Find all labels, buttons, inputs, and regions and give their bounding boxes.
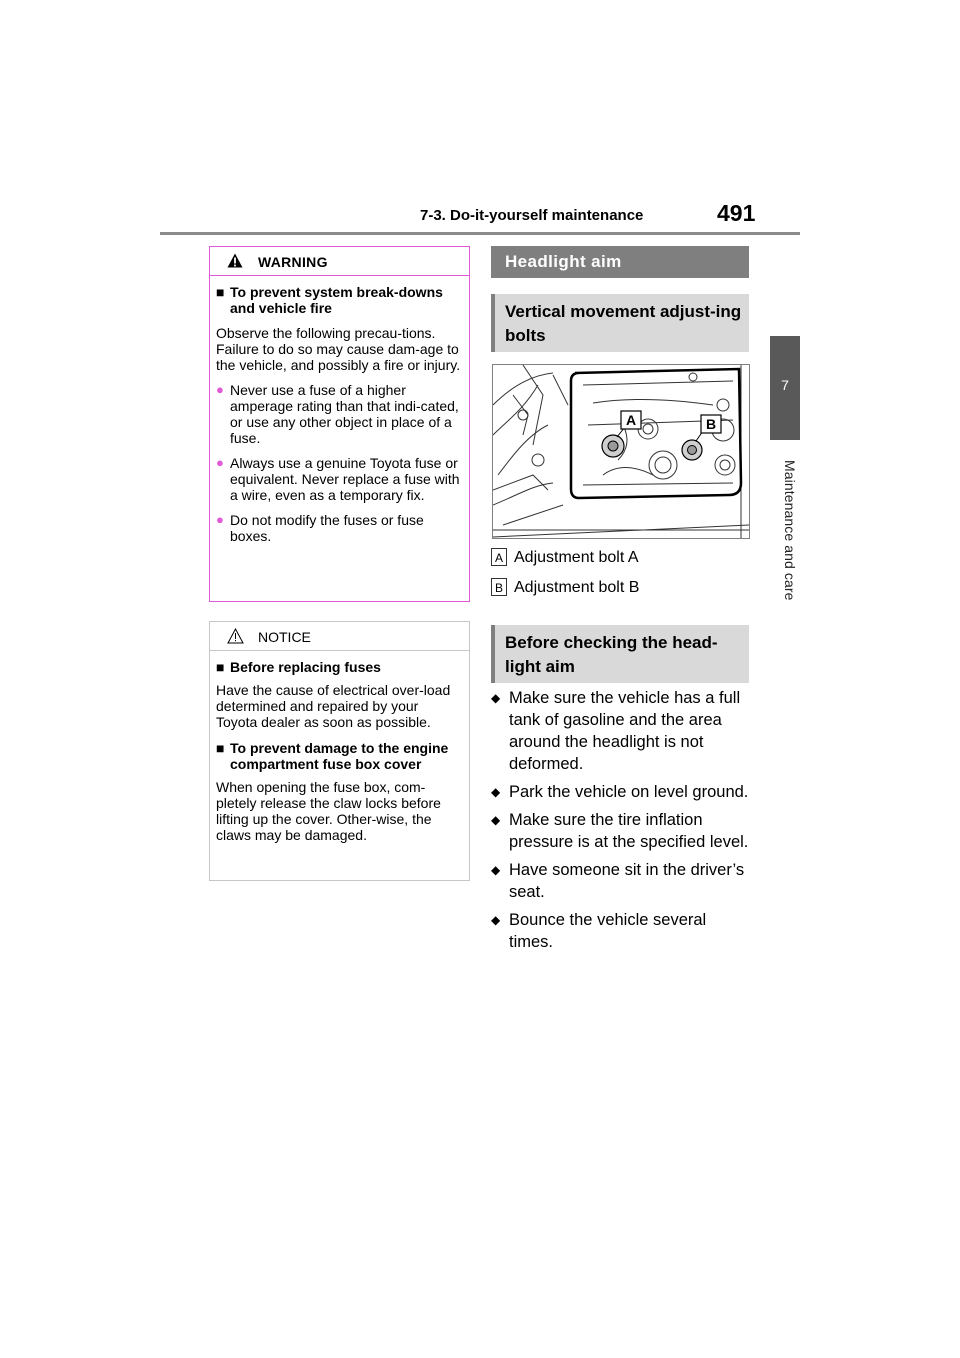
circle-bullet-icon: ●: [216, 382, 224, 397]
headlight-figure: [492, 364, 750, 539]
checklist: [491, 687, 749, 959]
diamond-bullet-icon: ◆: [491, 863, 501, 877]
notice-header: [210, 622, 469, 651]
square-bullet-icon: ■: [216, 284, 225, 300]
chapter-label: Maintenance and care: [782, 460, 798, 601]
headlight-illustration: [493, 365, 749, 538]
headlight-aim-heading: Headlight aim: [491, 246, 749, 278]
warning-subhead: ■ To prevent system break-downs and vehicle fire: [216, 284, 443, 316]
check-item: ◆ Make sure the vehicle has a full tank of gasoline and the area around the headlight is not deformed.: [491, 689, 741, 773]
circle-bullet-icon: ●: [216, 455, 224, 470]
legend-item-b: [491, 577, 749, 599]
warning-intro: Observe the following precau-tions. Failure to do so may cause dam-age to the vehicle, and possibly a fire or injury.: [216, 325, 461, 373]
check-item: ◆ Bounce the vehicle several times.: [491, 911, 707, 951]
notice-label: NOTICE: [258, 629, 311, 645]
check-item: ◆ Make sure the tire inflation pressure is at the specified level.: [491, 811, 749, 851]
legend-text-a: Adjustment bolt A: [514, 549, 639, 566]
warning-triangle-icon: [227, 253, 243, 268]
caution-triangle-icon: [227, 628, 244, 644]
warning-header: [210, 247, 469, 276]
diamond-bullet-icon: ◆: [491, 785, 501, 799]
warning-box: [209, 246, 470, 602]
notice-box: [209, 621, 470, 881]
notice-text: When opening the fuse box, com-pletely release the claw locks before lifting up the cover. Other-wise, the claws may be damaged.: [216, 779, 441, 843]
chapter-number: 7: [781, 377, 789, 393]
legend-item-a: [491, 547, 749, 569]
warning-bullet: ● Do not modify the fuses or fuse boxes.: [216, 512, 424, 544]
adjusting-bolts-subheading: Vertical movement adjust-ing bolts: [491, 294, 749, 352]
legend-key-b: B: [491, 578, 507, 596]
square-bullet-icon: ■: [216, 740, 225, 756]
warning-label: WARNING: [258, 254, 328, 270]
check-item: ◆ Park the vehicle on level ground.: [491, 783, 749, 801]
page-number: 491: [717, 200, 756, 226]
notice-subhead: ■ To prevent damage to the engine compartment fuse box cover: [216, 740, 449, 772]
legend-key-a: A: [491, 548, 507, 566]
diamond-bullet-icon: ◆: [491, 913, 501, 927]
header-rule: [160, 232, 800, 235]
warning-bullet: ● Always use a genuine Toyota fuse or equivalent. Never replace a fuse with a wire, even as a temporary fix.: [216, 455, 460, 503]
diamond-bullet-icon: ◆: [491, 813, 501, 827]
figure-label-a: A: [625, 412, 637, 428]
notice-text: Have the cause of electrical over-load determined and repaired by your Toyota dealer as soon as possible.: [216, 682, 451, 730]
before-checking-subheading: Before checking the head-light aim: [491, 625, 749, 683]
square-bullet-icon: ■: [216, 659, 225, 675]
diamond-bullet-icon: ◆: [491, 691, 501, 705]
section-title: 7-3. Do-it-yourself maintenance: [420, 207, 644, 224]
notice-subhead: ■ Before replacing fuses: [216, 659, 381, 675]
legend-text-b: Adjustment bolt B: [514, 579, 640, 596]
circle-bullet-icon: ●: [216, 512, 224, 527]
check-item: ◆ Have someone sit in the driver’s seat.: [491, 861, 745, 901]
warning-bullet: ● Never use a fuse of a higher amperage rating than that indi-cated, or use any other object in place of a fuse.: [216, 382, 459, 446]
figure-label-b: B: [705, 416, 717, 432]
